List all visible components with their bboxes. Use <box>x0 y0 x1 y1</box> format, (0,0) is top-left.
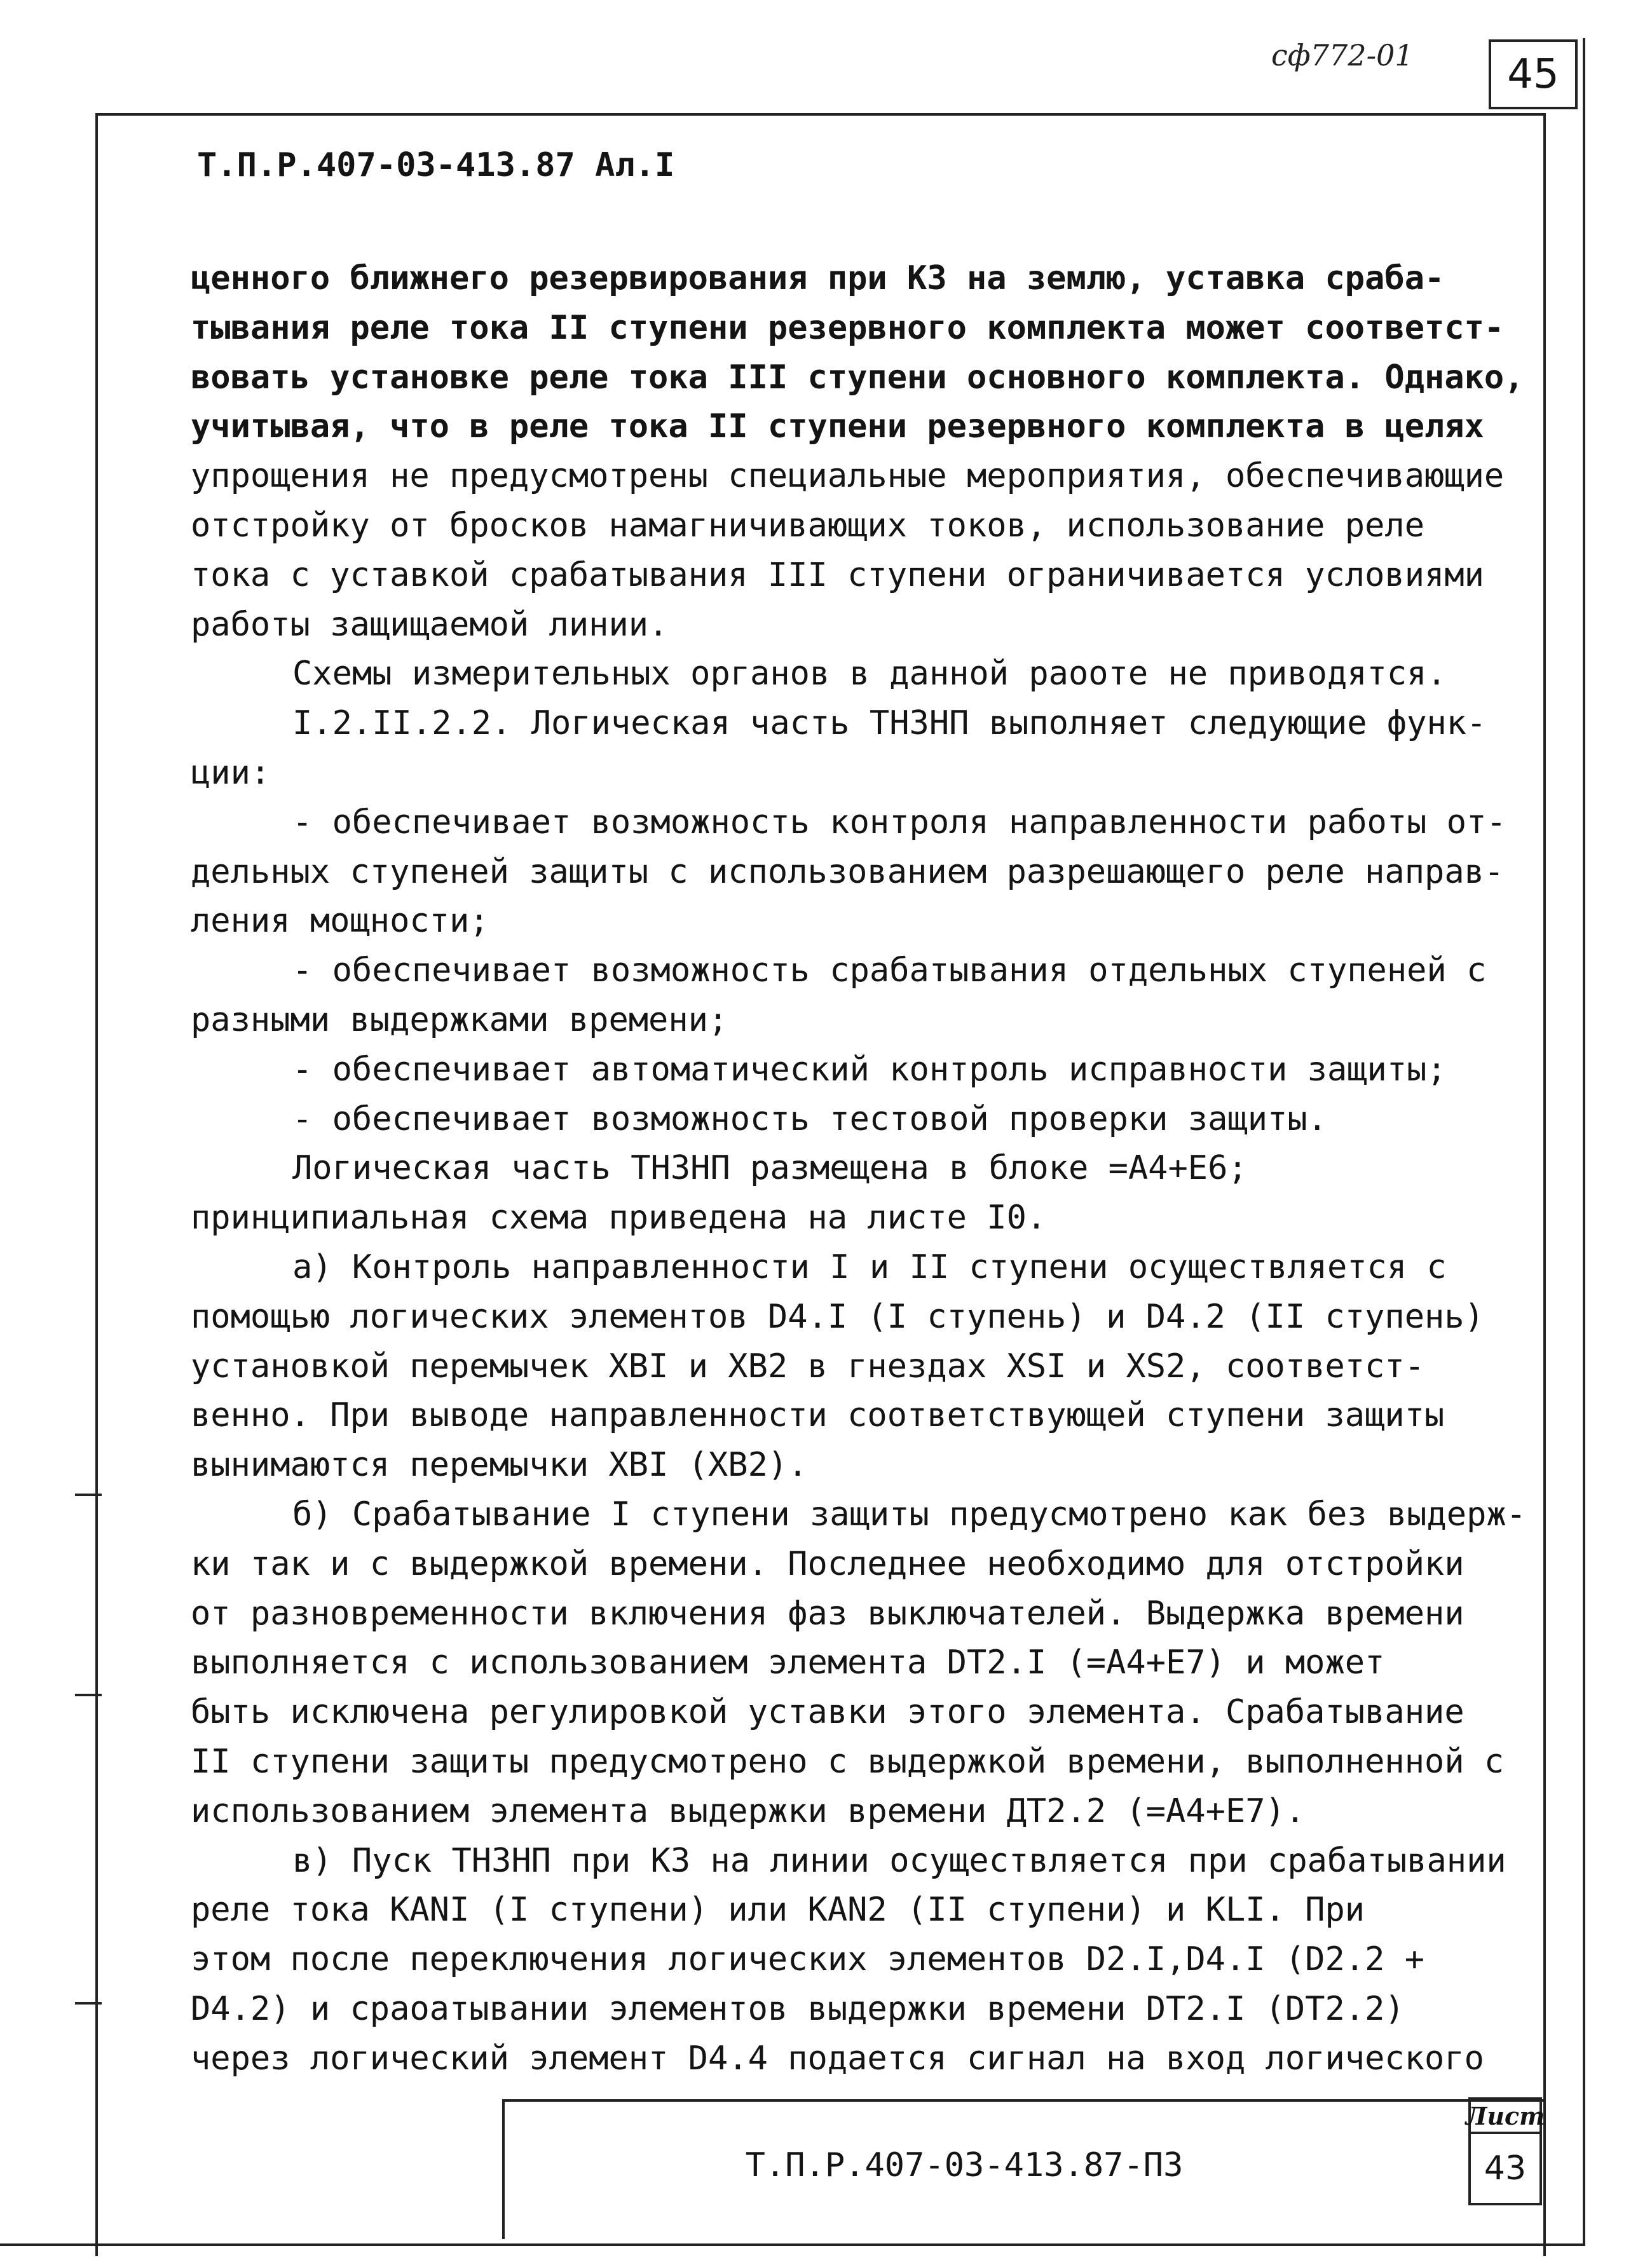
text-line: отстройку от бросков намагничивающих токов, использование реле <box>191 506 1425 545</box>
text-line: венно. При выводе направленности соответствующей ступени защиты <box>191 1396 1445 1435</box>
page-number: 45 <box>1489 39 1578 109</box>
text-line: - обеспечивает возможность тестовой проверки защиты. <box>292 1099 1327 1138</box>
text-line: дельных ступеней защиты с использованием разрешающего реле направ- <box>191 852 1505 891</box>
text-line: через логический элемент D4.4 подается сигнал на вход логического <box>191 2039 1484 2078</box>
text-line: тывания реле тока II ступени резервного комплекта может соответст- <box>191 308 1505 347</box>
text-line: от разновременности включения фаз выключателей. Выдержка времени <box>191 1594 1464 1633</box>
margin-tick <box>75 2002 102 2005</box>
text-line: - обеспечивает возможность контроля направленности работы от- <box>292 803 1506 841</box>
text-line: - обеспечивает автоматический контроль исправности защиты; <box>292 1050 1447 1089</box>
text-line: I.2.II.2.2. Логическая часть ТНЗНП выполняет следующие функ- <box>292 704 1487 743</box>
text-line: разными выдержками времени; <box>191 1000 728 1039</box>
text-line: работы защищаемой линии. <box>191 605 669 644</box>
text-line: вынимаются перемычки XBI (XB2). <box>191 1446 808 1485</box>
margin-tick <box>75 1694 102 1696</box>
text-line: установкой перемычек XBI и XB2 в гнездах XSI и XS2, соответст- <box>191 1347 1425 1385</box>
margin-tick <box>75 1494 102 1496</box>
text-line: - обеспечивает возможность срабатывания отдельных ступеней с <box>292 951 1487 990</box>
text-line: II ступени защиты предусмотрено с выдержкой времени, выполненной с <box>191 1742 1505 1781</box>
text-line: ления мощности; <box>191 902 489 941</box>
text-line: принципиальная схема приведена на листе I0. <box>191 1199 1047 1237</box>
sheet-label: Лист <box>1468 2097 1542 2134</box>
text-line: а) Контроль направленности I и II ступени осуществляется с <box>292 1248 1447 1286</box>
frame-right-border <box>1583 38 1585 2245</box>
document-header: Т.П.Р.407-03-413.87 Ал.I <box>197 146 675 184</box>
text-line: ки так и с выдержкой времени. Последнее необходимо для отстройки <box>191 1544 1464 1583</box>
text-line: Логическая часть ТНЗНП размещена в блоке =А4+Е6; <box>292 1149 1248 1188</box>
text-line: в) Пуск ТНЗНП при КЗ на линии осуществляется при срабатывании <box>292 1841 1506 1880</box>
text-line: упрощения не предусмотрены специальные мероприятия, обеспечивающие <box>191 457 1505 496</box>
title-block <box>502 2099 1545 2239</box>
sheet-number: 43 <box>1468 2132 1542 2205</box>
text-line: вовать установке реле тока III ступени основного комплекта. Однако, <box>191 358 1524 397</box>
text-line: б) Срабатывание I ступени защиты предусмотрено как без выдерж- <box>292 1495 1527 1534</box>
text-line: тока с уставкой срабатывания III ступени ограничивается условиями <box>191 555 1484 594</box>
text-line: реле тока KANI (I ступени) или KAN2 (II ступени) и KLI. При <box>191 1891 1365 1930</box>
text-line: помощью логических элементов D4.I (I ступень) и D4.2 (II ступень) <box>191 1297 1484 1336</box>
text-line: D4.2) и сраоатывании элементов выдержки времени DT2.I (DT2.2) <box>191 1989 1405 2028</box>
bottom-rule <box>0 2243 1585 2246</box>
text-line: выполняется с использованием элемента DT2.I (=А4+Е7) и может <box>191 1644 1385 1682</box>
text-line: быть исключена регулировкой уставки этого элемента. Срабатывание <box>191 1693 1464 1732</box>
text-line: учитывая, что в реле тока II ступени резервного комплекта в целях <box>191 407 1484 446</box>
text-line: Схемы измерительных органов в данной раооте не приводятся. <box>292 655 1447 693</box>
text-line: ции: <box>191 753 271 792</box>
archive-code: сф772-01 <box>1271 38 1414 72</box>
text-line: этом после переключения логических элементов D2.I,D4.I (D2.2 + <box>191 1940 1425 1979</box>
text-line: использованием элемента выдержки времени ДТ2.2 (=А4+Е7). <box>191 1792 1306 1830</box>
body-text <box>191 254 1527 2083</box>
text-line: ценного ближнего резервирования при КЗ на землю, уставка сраба- <box>191 259 1445 297</box>
title-block-code: Т.П.Р.407-03-413.87-ПЗ <box>745 2146 1184 2184</box>
